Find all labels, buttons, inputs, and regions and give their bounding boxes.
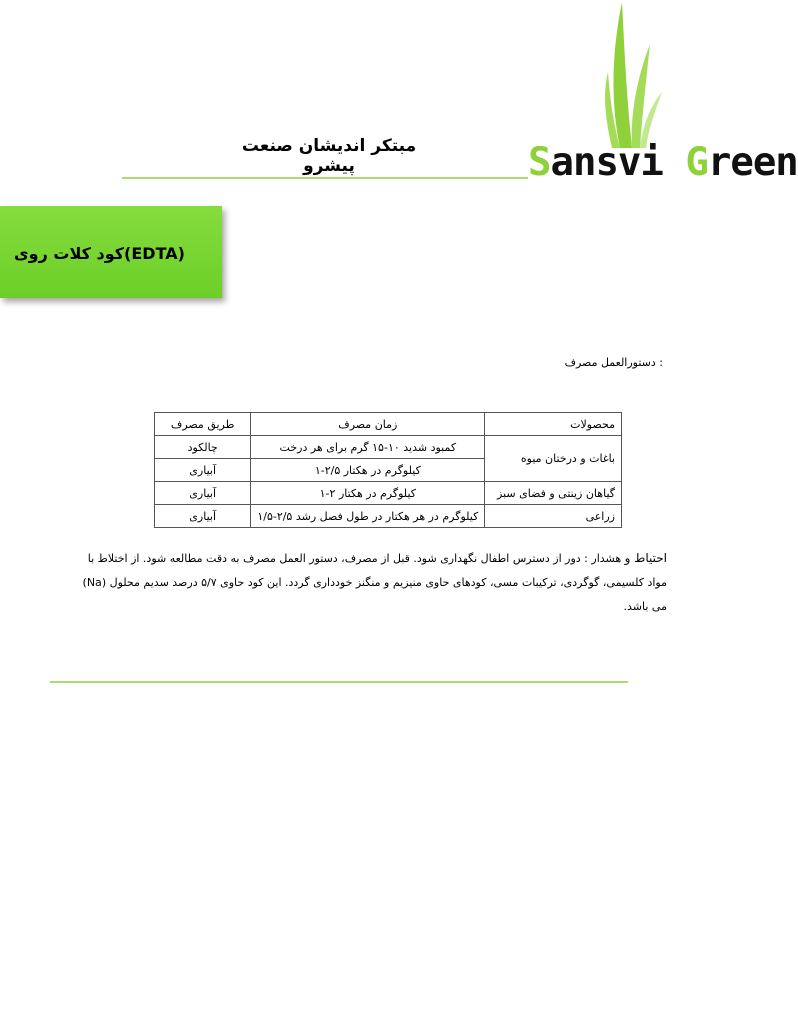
grass-icon (528, 0, 738, 150)
cell-product: گیاهان زینتی و فضای سبز (485, 482, 622, 505)
product-title: کود کلات روی(EDTA) (14, 244, 185, 263)
caution-paragraph (80, 546, 667, 619)
cell-product: زراعی (485, 505, 622, 528)
cell-method: آبیاری (155, 459, 251, 482)
header-divider (122, 177, 528, 179)
header-product: محصولات (485, 413, 622, 436)
brand-wordmark: Sansvi Green (528, 140, 798, 185)
cell-time: ۱/۵-۲/۵ کیلوگرم در هر هکتار در طول فصل رشد (251, 505, 485, 528)
header-time: زمان مصرف (251, 413, 485, 436)
brand-logo (528, 0, 798, 192)
company-name: مبتکر اندیشان صنعت پیشرو (241, 136, 417, 176)
cell-time: ۱-۲/۵ کیلوگرم در هکتار (251, 459, 485, 482)
product-banner (0, 206, 222, 298)
cell-method: آبیاری (155, 482, 251, 505)
usage-instructions-label: دستورالعمل مصرف : (564, 356, 663, 369)
dosage-table (154, 412, 622, 528)
cell-product: باغات و درختان میوه (485, 436, 622, 482)
footer-divider (50, 681, 628, 683)
table-row (155, 505, 622, 528)
cell-method: آبیاری (155, 505, 251, 528)
table-header-row (155, 413, 622, 436)
cell-time: کمبود شدید ۱۰-۱۵ گرم برای هر درخت (251, 436, 485, 459)
table-row (155, 436, 622, 459)
header-method: طریق مصرف (155, 413, 251, 436)
table-row (155, 482, 622, 505)
cell-method: چالکود (155, 436, 251, 459)
caution-title: احتیاط و (624, 551, 667, 565)
caution-text: هشدار : دور از دسترس اطفال نگهداری شود. قبل از مصرف، دستور العمل مصرف به دقت مطالعه شود. از اختلاط با مواد کلسیمی، گوگردی، ترکیبات مسی، کودهای حاوی منیزیم و منگنز خودداری گردد. این کود حاوی ۵/۷ درصد سدیم محلول (Na) می باشد. (82, 552, 667, 613)
cell-time: ۱-۲ کیلوگرم در هکتار (251, 482, 485, 505)
